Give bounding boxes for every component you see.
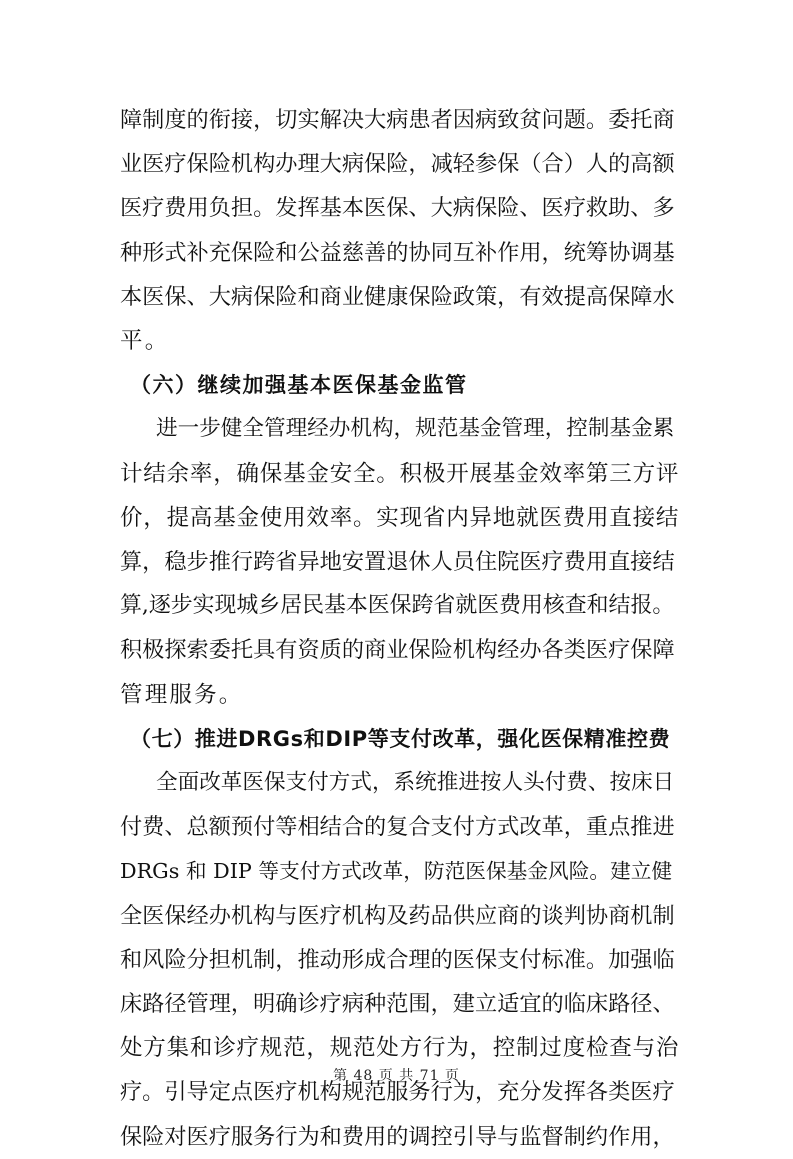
body-text-line: 付费、总额预付等相结合的复合支付方式改革，重点推进 — [120, 814, 675, 841]
body-text-line: 障制度的衔接，切实解决大病患者因病致贫问题。委托商 — [120, 107, 675, 133]
body-text-line: 本医保、大病保险和商业健康保险政策，有效提高保障水 — [120, 283, 675, 310]
body-text-line: 全面改革医保支付方式，系统推进按人头付费、按床日 — [156, 770, 675, 795]
body-text-line: 管理服务。 — [120, 681, 244, 708]
body-text-line: 保险对医疗服务行为和费用的调控引导与监督制约作用， — [120, 1123, 675, 1150]
body-text-line: 业医疗保险机构办理大病保险，减轻参保（合）人的高额 — [120, 151, 675, 178]
body-text-line: 算，稳步推行跨省异地安置退休人员住院医疗费用直接结 — [120, 549, 675, 575]
page-number-footer: 第 48 页 共 71 页 — [333, 1068, 460, 1084]
body-text-line: 计结余率，确保基金安全。积极开展基金效率第三方评 — [120, 460, 680, 487]
body-text-line: DRGs 和 DIP 等支付方式改革，防范医保基金风险。建立健 — [120, 859, 673, 884]
body-text-line: 价，提高基金使用效率。实现省内异地就医费用直接结 — [120, 504, 680, 531]
section-heading-6: （六）继续加强基本医保基金监管 — [130, 373, 468, 398]
section-heading-7: （七）推进DRGs和DIP等支付改革，强化医保精准控费 — [130, 726, 671, 751]
body-text-line: 全医保经办机构与医疗机构及药品供应商的谈判协商机制 — [120, 902, 675, 929]
body-text-line: 平。 — [120, 328, 170, 354]
body-text-line: 医疗费用负担。发挥基本医保、大病保险、医疗救助、多 — [120, 195, 675, 222]
body-text-line: 床路径管理，明确诊疗病种范围，建立适宜的临床路径、 — [120, 991, 675, 1017]
body-text-line: 疗。引导定点医疗机构规范服务行为，充分发挥各类医疗 — [120, 1079, 675, 1106]
body-text-line: 算,逐步实现城乡居民基本医保跨省就医费用核查和结报。 — [120, 593, 675, 619]
body-text-line: 种形式补充保险和公益慈善的协同互补作用，统筹协调基 — [120, 239, 675, 266]
body-text-line: 进一步健全管理经办机构，规范基金管理，控制基金累 — [156, 416, 675, 442]
body-text-line: 和风险分担机制，推动形成合理的医保支付标准。加强临 — [120, 946, 675, 973]
body-text-line: 处方集和诊疗规范，规范处方行为，控制过度检查与治 — [120, 1035, 680, 1062]
body-text-line: 积极探索委托具有资质的商业保险机构经办各类医疗保障 — [120, 637, 675, 664]
